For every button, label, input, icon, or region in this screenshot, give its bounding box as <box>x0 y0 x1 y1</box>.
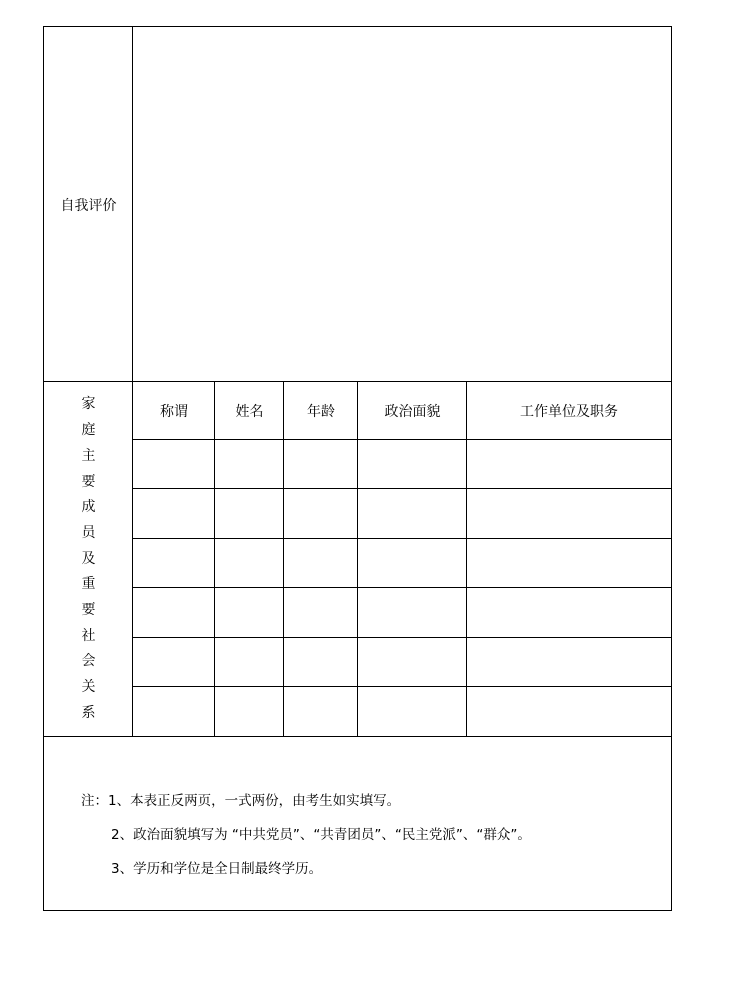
family-table-cell[interactable] <box>358 687 466 736</box>
family-table-cell[interactable] <box>284 687 357 736</box>
family-label-char: 系 <box>81 704 96 721</box>
column-header-political-status <box>358 382 467 440</box>
family-label-char: 关 <box>81 679 96 696</box>
family-table-cell[interactable] <box>215 687 283 736</box>
family-table-cell[interactable] <box>467 539 671 587</box>
column-header-relation <box>133 382 215 440</box>
family-table-cell[interactable] <box>284 638 357 686</box>
family-label-char: 家 <box>81 396 96 413</box>
family-table-cell[interactable] <box>467 588 671 637</box>
family-table-cell[interactable] <box>133 539 214 587</box>
column-header-name-text: 姓名 <box>235 404 264 420</box>
family-table-cell[interactable] <box>467 638 671 686</box>
family-table-cell[interactable] <box>358 489 466 538</box>
self-evaluation-label <box>44 27 133 382</box>
family-table-cell[interactable] <box>133 588 214 637</box>
note-line-3: 3、学历和学位是全日制最终学历。 <box>111 861 323 877</box>
family-label-char: 重 <box>81 576 96 593</box>
column-header-name <box>215 382 284 440</box>
family-table-cell[interactable] <box>215 539 283 587</box>
self-evaluation-content-area[interactable] <box>133 27 671 382</box>
family-label-char: 主 <box>81 447 96 464</box>
family-label-char: 会 <box>81 653 96 670</box>
family-label-char: 要 <box>81 602 96 619</box>
note-line-1: 注：1、本表正反两页，一式两份，由考生如实填写。 <box>81 793 401 809</box>
family-members-label <box>44 382 133 737</box>
family-table-cell[interactable] <box>215 440 283 488</box>
family-label-char: 要 <box>81 473 96 490</box>
family-table-cell[interactable] <box>215 489 283 538</box>
column-header-workplace-position-text: 工作单位及职务 <box>520 404 618 420</box>
column-header-workplace-position <box>467 382 671 440</box>
family-table-cell[interactable] <box>358 638 466 686</box>
family-table-cell[interactable] <box>284 539 357 587</box>
family-label-char: 员 <box>81 524 96 541</box>
family-table-cell[interactable] <box>284 588 357 637</box>
family-table-cell[interactable] <box>358 539 466 587</box>
family-table-cell[interactable] <box>467 440 671 488</box>
family-table-cell[interactable] <box>467 687 671 736</box>
family-label-char: 成 <box>81 499 96 516</box>
family-label-char: 社 <box>81 627 96 644</box>
family-table-cell[interactable] <box>133 440 214 488</box>
column-header-age <box>284 382 358 440</box>
self-evaluation-label-text: 自我评价 <box>60 197 117 214</box>
family-table-cell[interactable] <box>284 489 357 538</box>
family-table-cell[interactable] <box>133 489 214 538</box>
column-header-age-text: 年龄 <box>307 404 335 420</box>
family-table-cell[interactable] <box>358 588 466 637</box>
column-header-political-status-text: 政治面貌 <box>384 404 441 420</box>
family-label-char: 庭 <box>81 422 96 439</box>
family-table-cell[interactable] <box>133 638 214 686</box>
family-table-cell[interactable] <box>358 440 466 488</box>
notes-section <box>44 737 673 912</box>
family-table-cell[interactable] <box>215 638 283 686</box>
family-label-char: 及 <box>81 550 96 567</box>
family-table-cell[interactable] <box>467 489 671 538</box>
family-table-cell[interactable] <box>284 440 357 488</box>
column-header-relation-text: 称谓 <box>160 404 188 420</box>
note-line-2: 2、政治面貌填写为 “中共党员”、“共青团员”、“民主党派”、“群众”。 <box>111 827 531 843</box>
family-table-cell[interactable] <box>133 687 214 736</box>
family-table-cell[interactable] <box>215 588 283 637</box>
registration-form-table <box>43 26 672 911</box>
